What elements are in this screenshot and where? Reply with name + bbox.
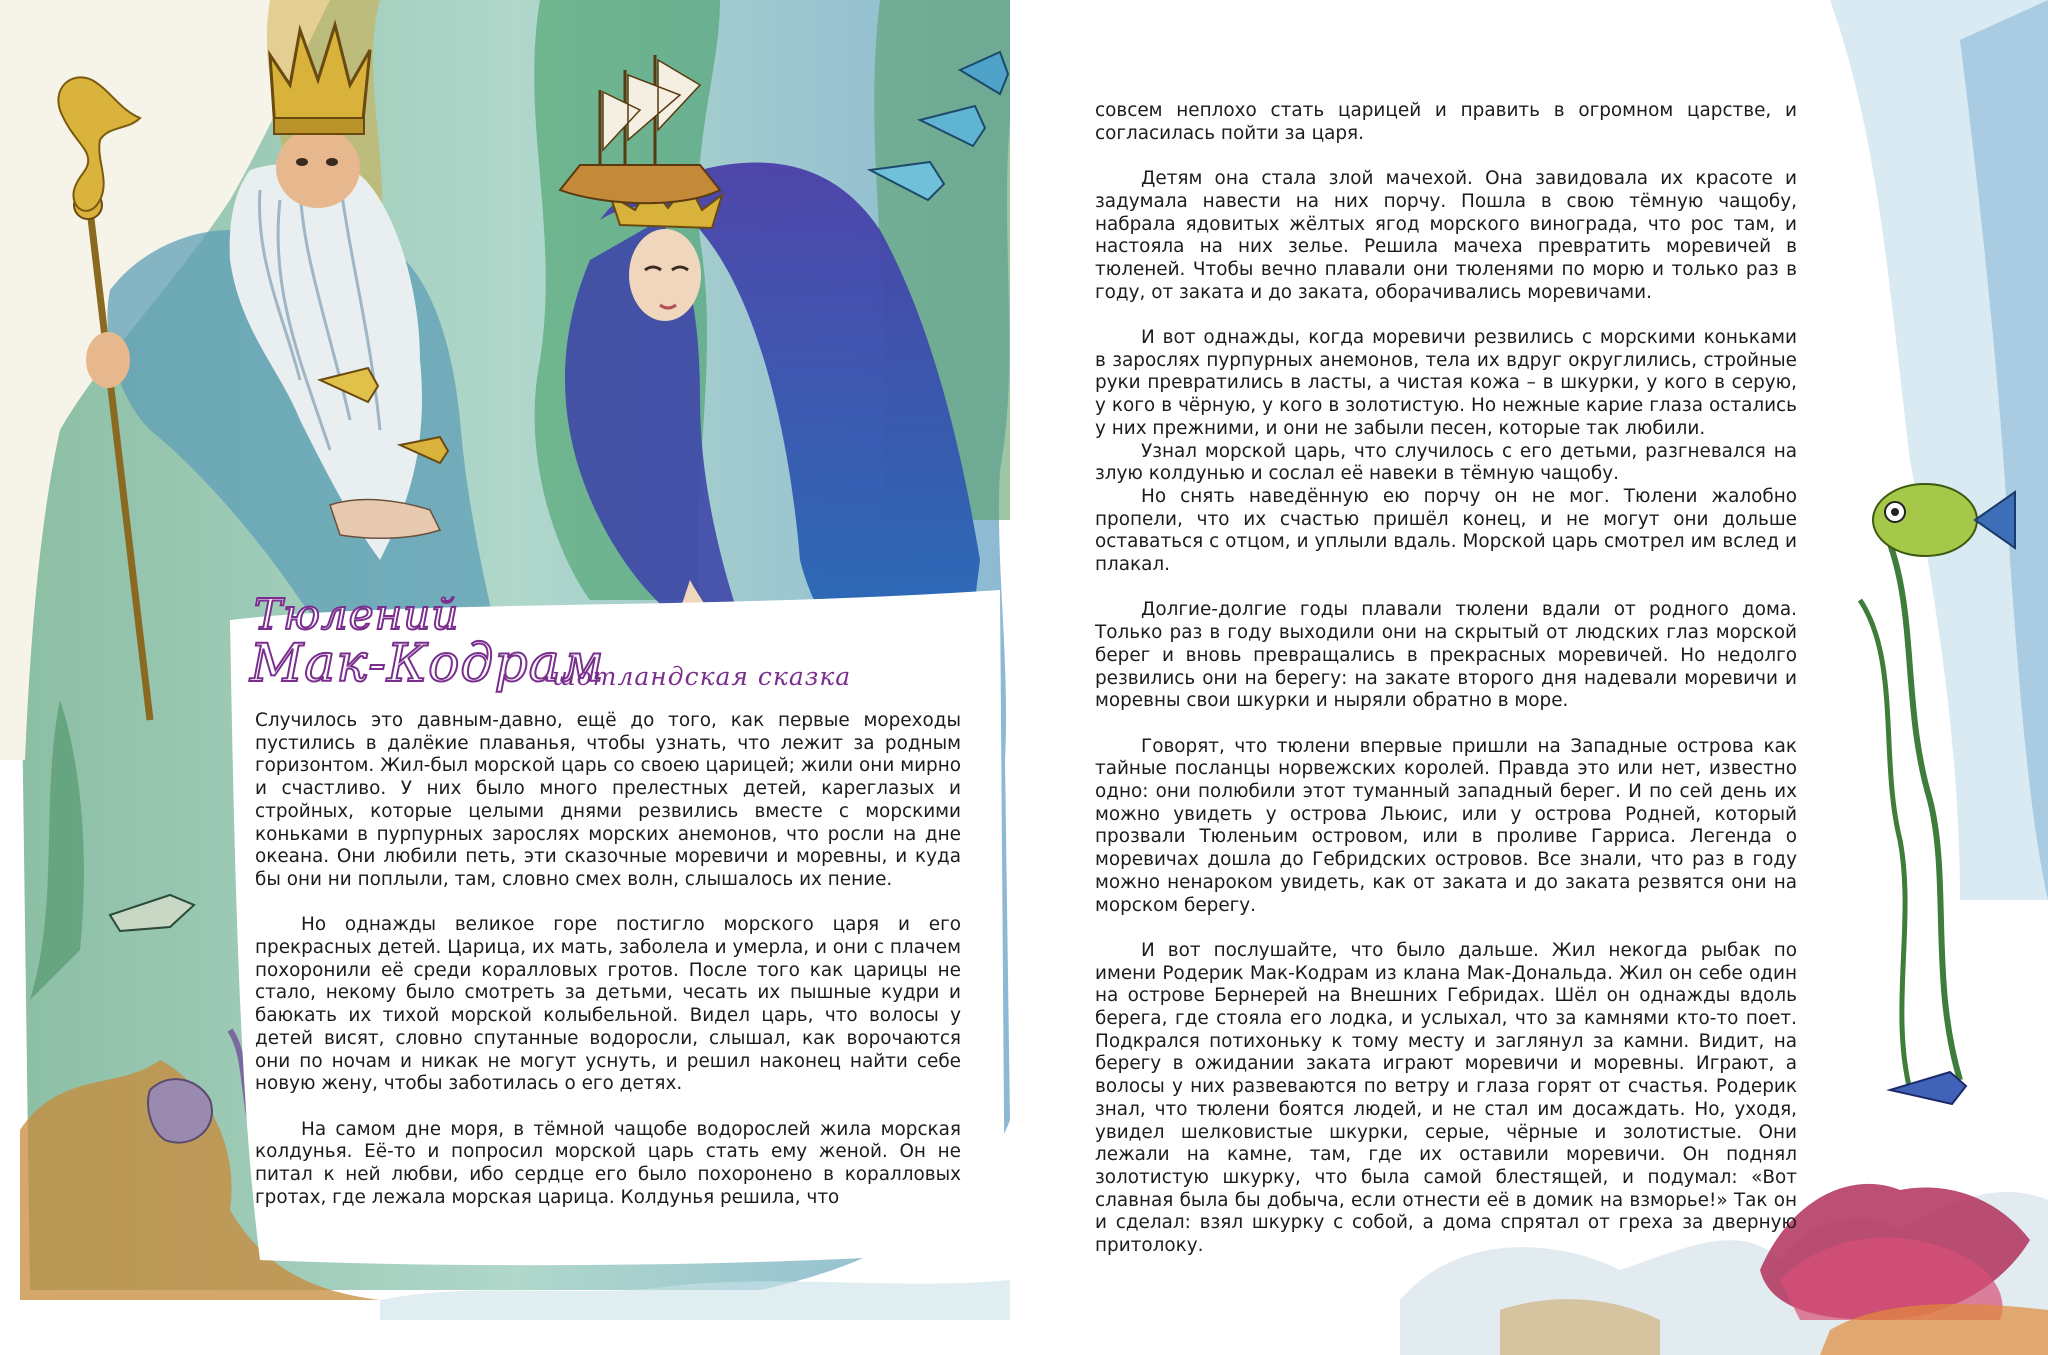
right-page-text: [1095, 100, 1797, 1258]
title-subtitle: шотландская сказка: [552, 662, 852, 691]
paragraph: И вот однажды, когда моревичи резвились с морскими коньками в зарослях пурпурных анемонов, тела их вдруг округлились, стройные руки превратились в ласты, а чистая кожа – в шкурки, у кого в серую, у кого в чёрную, у кого в золотистую. Но нежные карие глаза остались у них прежними, и они не забыли песен, которые так любили.: [1095, 327, 1797, 439]
tale-title: [250, 590, 870, 700]
paragraph: совсем неплохо стать царицей и править в огромном царстве, и согласилась пойти за царя.: [1095, 100, 1797, 144]
paragraph: Узнал морской царь, что случилось с его детьми, разгневался на злую колдунью и сослал её навеки в тёмную чащобу.: [1095, 440, 1797, 485]
paragraph: Долгие-долгие годы плавали тюлени вдали от родного дома. Только раз в году выходили они на скрытый от людских глаз морской берег и вновь превращались в прекрасных моревичей. Но недолго резвились они на берегу: на закате второго дня надевали моревичи и моревны свои шкурки и ныряли обратно в море.: [1095, 599, 1797, 712]
paragraph: Говорят, что тюлени впервые пришли на Западные острова как тайные посланцы норвежских королей. Правда это или нет, известно одно: они полюбили этот туманный западный берег. И по сей день их можно увидеть у острова Льюис, или у острова Родней, который прозвали Тюленьим островом, или в проливе Гарриса. Легенда о моревичах дошла до Гебридских островов. Все знали, что раз в году можно ненароком увидеть, как от заката и до заката резвятся они на морском берегу.: [1095, 735, 1797, 916]
title-line-1: Тюлений: [254, 590, 460, 639]
paragraph: Но снять наведённую ею порчу он не мог. Тюлени жалобно пропели, что их счастью пришёл конец, и не могут они дольше оставаться с отцом, и уплыли вдаль. Морской царь смотрел им вслед и плакал.: [1095, 485, 1797, 576]
paragraph: На самом дне моря, в тёмной чащобе водорослей жила морская колдунья. Её-то и попросил морской царь стать ему женой. Он не питал к ней любви, ибо сердце его было похоронено в коралловых гротах, где лежала морская царица. Колдунья решила, что: [255, 1118, 961, 1208]
paragraph: Детям она стала злой мачехой. Она завидовала их красоте и задумала навести на них порчу. Пошла в свою тёмную чащобу, набрала ядовитых жёлтых ягод морского винограда, что рос там, и настояла на них зелье. Решила мачеха превратить моревичей в тюленей. Чтобы вечно плавали они тюленями по морю и только раз в году, от заката и до заката, оборачивались моревичами.: [1095, 168, 1797, 303]
paragraph: Но однажды великое горе постигло морского царя и его прекрасных детей. Царица, их мать, заболела и умерла, и они с плачем похоронили её среди коралловых гротов. После того как царицы не стало, некому было смотреть за детьми, чесать их пышные кудри и баюкать их тихой морской колыбельной. Видел царь, что волосы у детей висят, словно спутанные водоросли, слышал, как ворочаются они по ночам и никак не могут уснуть, и решил наконец найти себе новую жену, чтобы заботилась о его детях.: [255, 914, 961, 1095]
title-line-2: Мак-Кодрам: [250, 634, 605, 694]
paragraph: И вот послушайте, что было дальше. Жил некогда рыбак по имени Родерик Мак-Кодрам из клана Мак-Дональда. Жил он себе один на острове Бернерей на Внешних Гебридах. Шёл он однажды вдоль берега, где стояла его лодка, и услыхал, что за камнями кто-то поет. Подкрался потихоньку к тому месту и заглянул за камни. Видит, на берегу в ожидании заката играют моревичи и моревны. Играют, а волосы у них развеваются по ветру и глаза горят от счастья. Родерик знал, что тюлени боятся людей, и не стал им досаждать. Но, уходя, увидел шелковистые шкурки, серые, чёрные и золотистые. Они лежали на камне, там, где их оставили моревичи. Он поднял золотистую шкурку, что была самой блестящей, и подумал: «Вот славная была бы добыча, если отнести её в домик на взморье!» Так он и сделал: взял шкурку с собой, а дома спрятал от греха за дверную притолоку.: [1095, 939, 1797, 1257]
left-page-text: [255, 710, 961, 1209]
paragraph: Случилось это давным-давно, ещё до того, как первые мореходы пустились в далёкие плаванья, чтобы узнать, что лежит за родным горизонтом. Жил-был морской царь со своею царицей; жили они мирно и счастливо. У них было много прелестных детей, кареглазых и стройных, которые целыми днями резвились вместе с морскими коньками в пурпурных зарослях морских анемонов, что росли на дне океана. Они любили петь, эти сказочные моревичи и моревны, и куда бы они ни поплыли, там, словно смех волн, слышалось их пение.: [255, 710, 961, 890]
